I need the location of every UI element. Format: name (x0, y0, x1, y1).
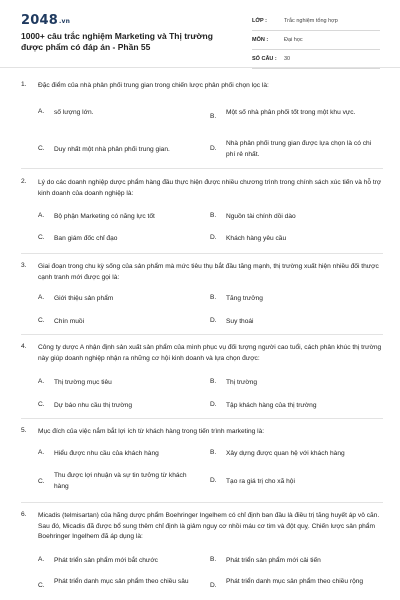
meta-row-class (252, 16, 380, 31)
option-letter: C. (38, 582, 45, 589)
option-letter: C. (38, 401, 45, 408)
option-text: Khách hàng yêu cầu (226, 235, 287, 242)
option-text: Thị trường (226, 379, 258, 386)
option-letter: B. (210, 113, 217, 120)
option-letter: A. (38, 378, 45, 385)
option-text: Tập khách hàng của thị trường (226, 402, 317, 409)
meta-label: MÔN : (252, 37, 269, 43)
option-text: Xây dựng được quan hệ với khách hàng (226, 450, 345, 457)
option-letter: D. (210, 401, 217, 408)
question-divider (21, 253, 383, 254)
question-text: Lý do các doanh nghiệp dược phẩm hàng đầu thực hiện được nhiều chương trình trong chính sách xúc tiến và hỗ trợ kinh doanh của doanh nghiệp là: (38, 179, 382, 197)
meta-value: Trắc nghiệm tổng hợp (284, 18, 338, 24)
meta-value: Đại học (284, 37, 303, 43)
option-letter: C. (38, 317, 45, 324)
question-text: Đặc điểm của nhà phân phối trung gian trong chiến lược phân phối chọn lọc là: (38, 82, 269, 89)
option-letter: A. (38, 108, 45, 115)
site-logo[interactable] (21, 13, 70, 28)
option-letter: B. (210, 556, 217, 563)
logo-text: 2048 (21, 13, 58, 28)
option-text: Chín muồi (54, 318, 85, 325)
question-text: Micadis (telmisartan) của hãng dược phẩm Boehringer Ingelhem có chỉ định ban đầu là điều trị tăng huyết áp vô căn. Sau đó, Micadis đã được bổ sung thêm chỉ định là giảm nguy cơ nhồi máu cơ tim và đột quỵ. Chiến lược sản phẩm Boehringer Ingelhem đã áp dụng là: (38, 512, 380, 540)
option-letter: D. (210, 234, 217, 241)
document-title: 1000+ câu trắc nghiệm Marketing và Thị trường được phẩm có đáp án - Phần 55 (21, 31, 213, 52)
option-text: Phát triển danh mục sản phẩm theo chiều sâu (54, 578, 189, 585)
option-text: Bộ phận Marketing có năng lực tốt (54, 213, 155, 220)
question-number: 2. (21, 178, 27, 185)
question-number: 3. (21, 262, 27, 269)
option-text: Phát triển sản phẩm mới bắt chước (54, 557, 158, 564)
option-letter: A. (38, 556, 45, 563)
option-letter: D. (210, 145, 217, 152)
option-text: Thị trường mục tiêu (54, 379, 112, 386)
option-letter: A. (38, 212, 45, 219)
meta-label: LỚP : (252, 18, 267, 24)
question-text: Công ty dược A nhận định sản xuất sản phẩm của mình phục vụ đối tượng người cao tuổi, cách phân khúc thị trường này giúp doanh nghiệp nhận ra những cơ hội kinh doanh và lựa chọn được: (38, 344, 382, 362)
option-letter: B. (210, 212, 217, 219)
option-text: Suy thoái (226, 318, 254, 325)
option-text: Hiểu được nhu cầu của khách hàng (54, 450, 159, 457)
option-letter: A. (38, 449, 45, 456)
option-letter: D. (210, 582, 217, 589)
option-text: Giới thiệu sản phẩm (54, 295, 114, 302)
question-number: 4. (21, 343, 27, 350)
logo-suffix: .vn (58, 18, 71, 25)
option-text: Ban giám đốc chỉ đạo (54, 235, 118, 242)
option-letter: B. (210, 378, 217, 385)
meta-value: 30 (284, 56, 291, 62)
question-text: Giai đoạn trong chu kỳ sống của sản phẩm mà mức tiêu thụ bắt đầu tăng mạnh, thị trường xuất hiện nhiều đối thược cạnh tranh mới được gọi là: (38, 263, 379, 281)
option-letter: C. (38, 145, 45, 152)
option-text: Tăng trưởng (226, 295, 263, 302)
option-letter: C. (38, 478, 45, 485)
option-text: Thu được lợi nhuận và sự tin tưởng từ khách hàng (54, 472, 187, 490)
question-number: 5. (21, 427, 27, 434)
option-letter: A. (38, 294, 45, 301)
option-text: Nguồn tài chính dồi dào (226, 213, 296, 220)
option-letter: D. (210, 317, 217, 324)
option-text: Dự báo nhu cầu thị trường (54, 402, 133, 409)
question-divider (21, 168, 383, 169)
option-text: Tạo ra giá trị cho xã hội (226, 478, 295, 485)
option-letter: B. (210, 449, 217, 456)
question-divider (21, 502, 383, 503)
option-text: Duy nhất một nhà phân phối trung gian. (54, 146, 170, 153)
question-divider (21, 334, 383, 335)
option-text: Nhà phân phối trung gian được lựa chọn là có chi phí rẻ nhất. (226, 140, 372, 158)
question-divider (21, 418, 383, 419)
meta-row-subject (252, 35, 380, 50)
option-letter: C. (38, 234, 45, 241)
option-letter: B. (210, 294, 217, 301)
option-text: Một số nhà phân phối tốt trong một khu vực. (226, 109, 356, 116)
option-text: số lượng lớn. (54, 109, 94, 116)
option-letter: D. (210, 477, 217, 484)
document-header (0, 0, 400, 66)
meta-label: SỐ CÂU : (252, 56, 277, 62)
document-meta (252, 16, 380, 73)
question-number: 1. (21, 81, 27, 88)
header-divider (0, 67, 400, 68)
question-number: 6. (21, 511, 27, 518)
option-text: Phát triển sản phẩm mới cải tiến (226, 557, 321, 564)
question-text: Mục đích của việc nắm bắt lợi ích từ khách hàng trong tiến trình marketing là: (38, 428, 265, 435)
option-text: Phát triển danh mục sản phẩm theo chiều rộng (226, 578, 364, 585)
